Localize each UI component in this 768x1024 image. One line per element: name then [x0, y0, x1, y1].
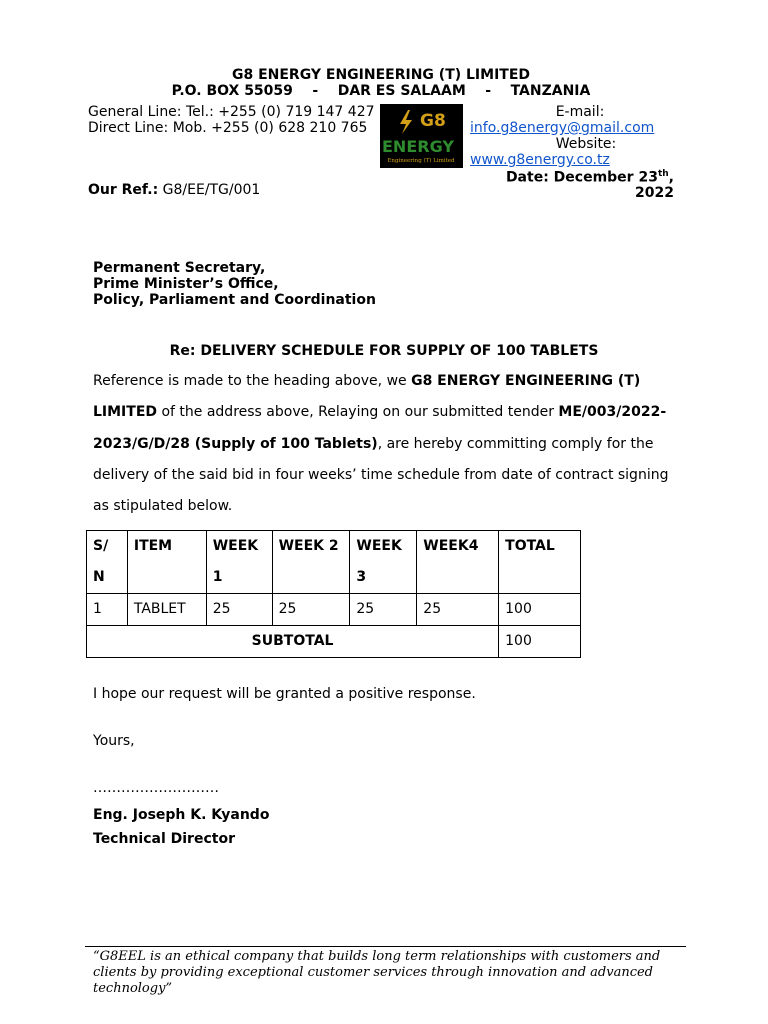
subtotal-value: 100: [499, 626, 581, 658]
body-text-1: Reference is made to the heading above, we: [93, 373, 412, 389]
email-link[interactable]: info.g8energy@gmail.com: [470, 120, 655, 136]
reference-value: G8/EE/TG/001: [158, 182, 261, 198]
table-cell: TABLET: [127, 594, 206, 626]
recipient-line-1: Permanent Secretary,: [93, 260, 266, 276]
logo-energy-text: ENERGY: [382, 137, 454, 156]
subtotal-label: SUBTOTAL: [87, 626, 499, 658]
delivery-schedule-table: [86, 530, 581, 658]
recipient-line-3: Policy, Parliament and Coordination: [93, 292, 376, 308]
signature-line: ………………………: [93, 780, 219, 796]
body-text-2: of the address above, Relaying on our submitted tender: [157, 404, 559, 421]
direct-line: Direct Line: Mob. +255 (0) 628 210 765: [88, 120, 368, 136]
letter-date: [470, 167, 674, 201]
header-cell: WEEK 2: [272, 531, 350, 594]
company-name: G8 ENERGY ENGINEERING (T) LIMITED: [231, 67, 531, 83]
table-cell: 1: [87, 594, 128, 626]
header-cell: WEEK 1: [206, 531, 272, 594]
yours-line: Yours,: [93, 733, 135, 749]
logo-graphic: [380, 104, 463, 168]
contact-block: [470, 104, 670, 168]
company-address: P.O. BOX 55059 - DAR ES SALAAM - TANZANIA: [171, 83, 591, 99]
our-reference: [88, 182, 260, 198]
footer-divider: [85, 946, 686, 947]
recipient-line-2: Prime Minister’s Office,: [93, 276, 279, 292]
company-logo: [380, 104, 463, 168]
signer-name: Eng. Joseph K. Kyando: [93, 807, 270, 823]
closing-sentence: I hope our request will be granted a positive response.: [93, 686, 476, 702]
logo-sub-text: Engineering (T) Limited: [387, 158, 455, 164]
header-cell: WEEK 3: [350, 531, 417, 594]
logo-g8-text: G8: [420, 111, 446, 131]
body-paragraph: [93, 366, 683, 522]
date-label: Date: December 23: [505, 169, 658, 186]
signer-title: Technical Director: [93, 831, 235, 847]
table-header-row: [87, 531, 581, 594]
table-cell: 25: [272, 594, 350, 626]
header-cell: S/ N: [87, 531, 128, 594]
body-text-3: , are hereby committing comply for the delivery of the said bid in four weeks’ time schedule from date of contract signing as stipulated below.: [93, 435, 669, 515]
reference-label: Our Ref.:: [88, 182, 159, 198]
header-cell: WEEK4: [417, 531, 499, 594]
footer-motto: “G8EEL is an ethical company that builds long term relationships with customers and clients by providing exceptional customer services through innovation and advanced technology”: [93, 949, 661, 996]
website-label: Website:: [555, 136, 617, 152]
subject-line: Re: DELIVERY SCHEDULE FOR SUPPLY OF 100 TABLETS: [169, 343, 599, 359]
header-cell: ITEM: [127, 531, 206, 594]
header-cell: TOTAL: [499, 531, 581, 594]
date-suffix: th: [657, 169, 669, 179]
body-company: G8 ENERGY ENGINEERING (T) LIMITED: [93, 373, 641, 421]
general-line: General Line: Tel.: +255 (0) 719 147 427: [88, 104, 375, 120]
table-cell: 25: [206, 594, 272, 626]
recipient-block: [93, 260, 376, 308]
signer-block: [93, 803, 269, 851]
body-tender: ME/003/2022-2023/G/D/28 (Supply of 100 Tablets): [93, 404, 667, 452]
email-label: E-mail:: [555, 104, 605, 120]
phone-block: [88, 104, 376, 136]
subtotal-row: [87, 626, 581, 658]
table-cell: 25: [350, 594, 417, 626]
table-row: [87, 594, 581, 626]
date-year: , 2022: [635, 169, 674, 201]
table-cell: 25: [417, 594, 499, 626]
table-cell: 100: [499, 594, 581, 626]
website-link[interactable]: www.g8energy.co.tz: [470, 152, 610, 168]
